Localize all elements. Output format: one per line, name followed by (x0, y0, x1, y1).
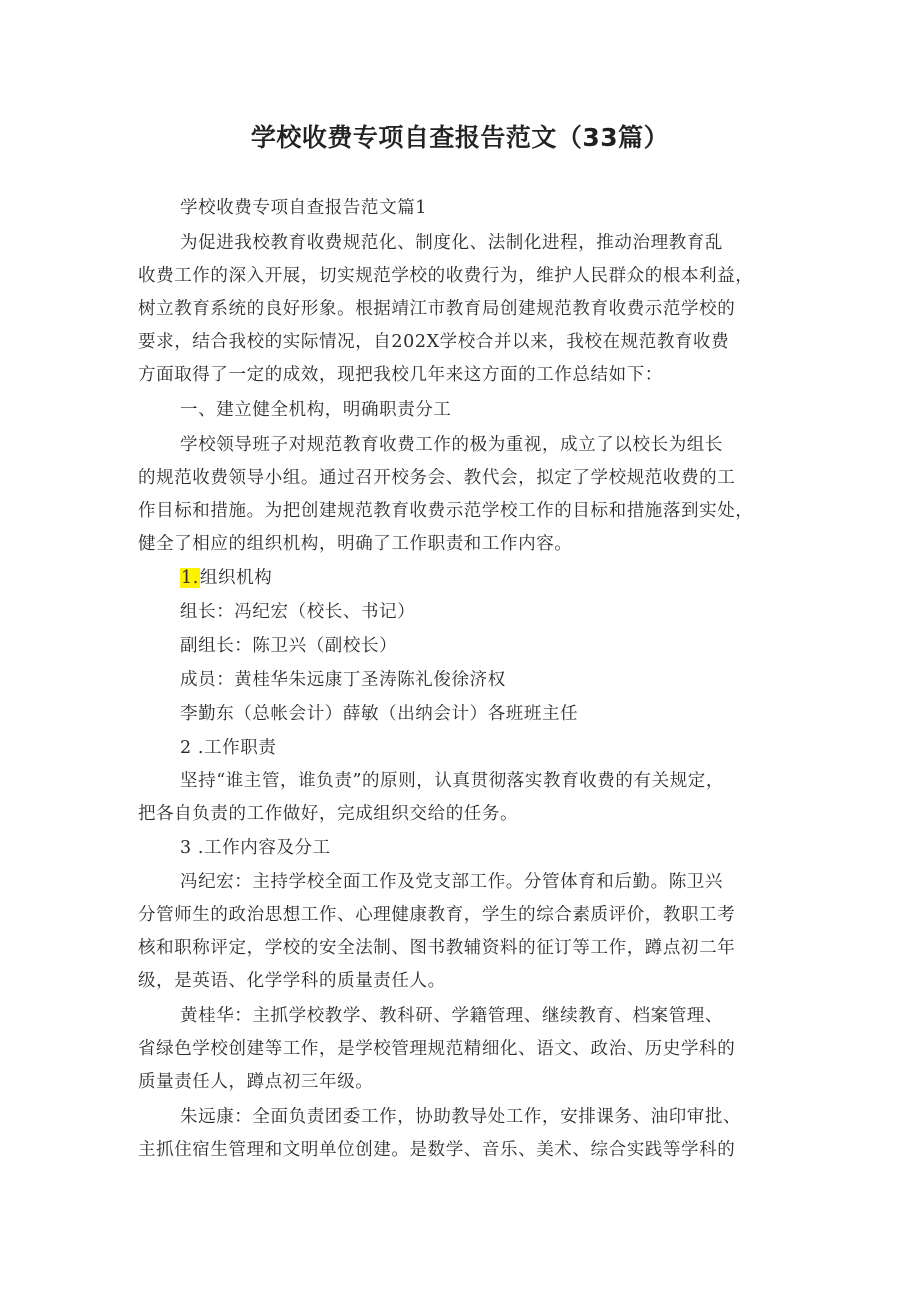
paragraph-line: 朱远康：全面负责团委工作，协助教导处工作，安排课务、油印审批、 (180, 1107, 742, 1127)
paragraph-line: 黄桂华：主抓学校教学、教科研、学籍管理、继续教育、档案管理、 (180, 1006, 723, 1026)
paragraph-line: 学校领导班子对规范教育收费工作的极为重视，成立了以校长为组长 (180, 435, 723, 455)
paragraph-line: 树立教育系统的良好形象。根据靖江市教育局创建规范教育收费示范学校的 (138, 299, 736, 319)
paragraph-line: 的规范收费领导小组。通过召开校务会、教代会，拟定了学校规范收费的工 (138, 468, 736, 488)
list-item: 组长：冯纪宏（校长、书记） (180, 602, 416, 622)
list-item-label: 组织机构 (199, 568, 273, 588)
paragraph-line: 为促进我校教育收费规范化、制度化、法制化进程，推动治理教育乱 (180, 233, 723, 253)
list-item: 2 .工作职责 (180, 738, 277, 758)
paragraph-line: 作目标和措施。为把创建规范教育收费示范学校工作的目标和措施落到实处， (138, 501, 754, 521)
list-item: 成员：黄桂华朱远康丁圣涛陈礼俊徐济权 (180, 670, 506, 690)
document-title: 学校收费专项自查报告范文（33篇） (250, 123, 670, 152)
list-item: 3 .工作内容及分工 (180, 838, 331, 858)
paragraph-line: 级，是英语、化学学科的质量责任人。 (138, 971, 446, 991)
paragraph-line: 把各自负责的工作做好，完成组织交给的任务。 (138, 804, 519, 824)
highlight-mark: 1. (181, 568, 199, 588)
paragraph-line: 要求，结合我校的实际情况，自202X学校合并以来，我校在规范教育收费 (138, 332, 730, 352)
paragraph-line: 省绿色学校创建等工作，是学校管理规范精细化、语文、政治、历史学科的 (138, 1039, 736, 1059)
paragraph-line: 方面取得了一定的成效，现把我校几年来这方面的工作总结如下： (138, 365, 663, 385)
paragraph-line: 核和职称评定，学校的安全法制、图书教辅资料的征订等工作，蹲点初二年 (138, 938, 736, 958)
list-item-org (180, 561, 272, 595)
section-heading: 学校收费专项自查报告范文篇1 (180, 198, 428, 218)
paragraph-line: 冯纪宏：主持学校全面工作及党支部工作。分管体育和后勤。陈卫兴 (180, 872, 723, 892)
paragraph-line: 质量责任人，蹲点初三年级。 (138, 1072, 374, 1092)
paragraph-line: 分管师生的政治思想工作、心理健康教育，学生的综合素质评价，教职工考 (138, 905, 736, 925)
list-item: 李勤东（总帐会计）薛敏（出纳会计）各班班主任 (180, 704, 579, 724)
subheading: 一、建立健全机构，明确职责分工 (180, 400, 452, 420)
paragraph-line: 坚持“谁主管，谁负责”的原则，认真贯彻落实教育收费的有关规定， (180, 771, 724, 791)
list-item: 副组长：陈卫兴（副校长） (180, 636, 398, 656)
paragraph-line: 健全了相应的组织机构，明确了工作职责和工作内容。 (138, 534, 573, 554)
paragraph-line: 收费工作的深入开展，切实规范学校的收费行为，维护人民群众的根本利益， (138, 266, 754, 286)
paragraph-line: 主抓住宿生管理和文明单位创建。是数学、音乐、美术、综合实践等学科的 (138, 1140, 736, 1160)
